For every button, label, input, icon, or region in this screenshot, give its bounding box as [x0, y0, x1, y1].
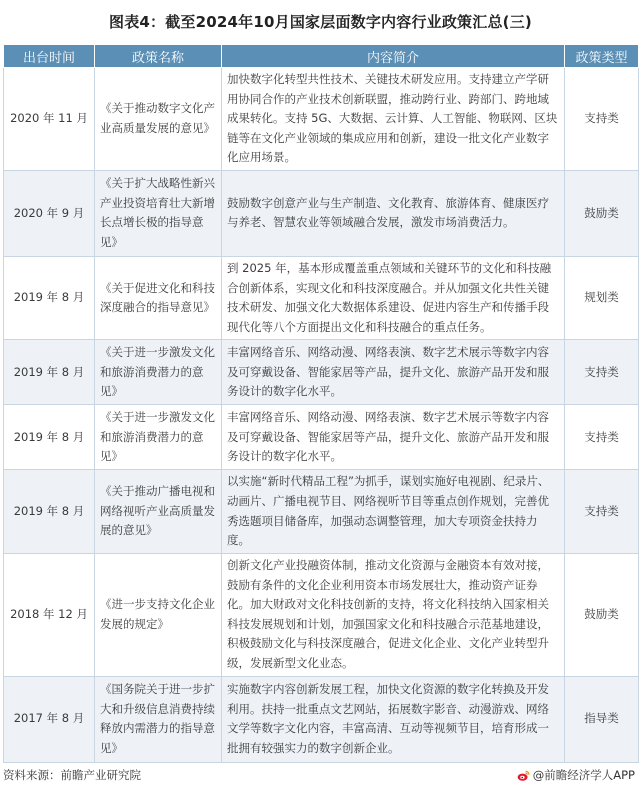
cell-intro: 创新文化产业投融资体制，推动文化资源与金融资本有效对接，鼓励有条件的文化企业利用资本市场发展壮大，推动资产证券化。加大财政对文化科技创新的支持，将文化科技纳入国家相关科技发展规划和计划，加强国家文化和科技融合示范基地建设，积极鼓励文化与科技深度融合，促进文化企业、文化产业转型升级，发展新型文化业态。 [222, 553, 565, 676]
cell-time: 2020 年 9 月 [4, 170, 95, 256]
brand-label: @前瞻经济学人APP [532, 768, 635, 782]
cell-time: 2019 年 8 月 [4, 405, 95, 470]
brand-mark [517, 767, 635, 783]
cell-time: 2017 年 8 月 [4, 676, 95, 762]
cell-name: 《关于促进文化和科技深度融合的指导意见》 [95, 256, 222, 339]
table-row [4, 170, 639, 256]
cell-name: 《关于扩大战略性新兴产业投资培育壮大新增长点增长极的指导意见》 [95, 170, 222, 256]
column-header-intro: 内容简介 [222, 45, 565, 68]
cell-name: 《关于推动广播电视和网络视听产业高质量发展的意见》 [95, 470, 222, 553]
table-row [4, 553, 639, 676]
cell-type: 指导类 [565, 676, 639, 762]
table-row [4, 405, 639, 470]
cell-type: 鼓励类 [565, 553, 639, 676]
cell-intro: 鼓励数字创意产业与生产制造、文化教育、旅游体育、健康医疗与养老、智慧农业等领域融合发展，激发市场消费活力。 [222, 170, 565, 256]
source-note: 资料来源：前瞻产业研究院 [3, 768, 141, 782]
cell-intro: 加快数字化转型共性技术、关键技术研发应用。支持建立产学研用协同合作的产业技术创新联盟，推动跨行业、跨部门、跨地域成果转化。支持 5G、大数据、云计算、人工智能、物联网、区块链等在文化产业领域的集成应用和创新，建设一批文化产业数字化应用场景。 [222, 68, 565, 171]
column-header-time: 出台时间 [4, 45, 95, 68]
cell-intro: 丰富网络音乐、网络动漫、网络表演、数字艺术展示等数字内容及可穿戴设备、智能家居等产品，提升文化、旅游产品开发和服务设计的数字化水平。 [222, 405, 565, 470]
cell-type: 支持类 [565, 340, 639, 405]
cell-time: 2019 年 8 月 [4, 470, 95, 553]
table-row [4, 340, 639, 405]
table-header-row [4, 45, 639, 68]
table-row [4, 470, 639, 553]
cell-type: 规划类 [565, 256, 639, 339]
table-row [4, 68, 639, 171]
cell-intro: 丰富网络音乐、网络动漫、网络表演、数字艺术展示等数字内容及可穿戴设备、智能家居等产品，提升文化、旅游产品开发和服务设计的数字化水平。 [222, 340, 565, 405]
cell-name: 《关于进一步激发文化和旅游消费潜力的意见》 [95, 340, 222, 405]
column-header-type: 政策类型 [565, 45, 639, 68]
cell-time: 2019 年 8 月 [4, 256, 95, 339]
cell-name: 《关于进一步激发文化和旅游消费潜力的意见》 [95, 405, 222, 470]
cell-type: 鼓励类 [565, 170, 639, 256]
cell-type: 支持类 [565, 68, 639, 171]
table-row [4, 256, 639, 339]
weibo-icon [517, 769, 530, 782]
cell-name: 《国务院关于进一步扩大和升级信息消费持续释放内需潜力的指导意见》 [95, 676, 222, 762]
cell-intro: 到 2025 年，基本形成覆盖重点领域和关键环节的文化和科技融合创新体系，实现文化和科技深度融合。并从加强文化共性关键技术研发、加强文化大数据体系建设、促进内容生产和传播手段现代化等八个方面提出文化和科技融合的重点任务。 [222, 256, 565, 339]
table-row [4, 676, 639, 762]
page-title: 图表4：截至2024年10月国家层面数字内容行业政策汇总(三) [109, 12, 532, 31]
column-header-name: 政策名称 [95, 45, 222, 68]
cell-name: 《进一步支持文化企业发展的规定》 [95, 553, 222, 676]
footer [0, 764, 641, 786]
cell-type: 支持类 [565, 405, 639, 470]
cell-intro: 实施数字内容创新发展工程，加快文化资源的数字化转换及开发利用。扶持一批重点文艺网站，拓展数字影音、动漫游戏、网络文学等数字文化内容，丰富高清、互动等视频节目，培育形成一批拥有较强实力的数字创新企业。 [222, 676, 565, 762]
cell-time: 2019 年 8 月 [4, 340, 95, 405]
cell-name: 《关于推动数字文化产业高质量发展的意见》 [95, 68, 222, 171]
cell-intro: 以实施“新时代精品工程”为抓手，谋划实施好电视剧、纪录片、动画片、广播电视节目、网络视听节目等重点创作规划，完善优秀选题项目储备库，加强动态调整管理，加大专项资金扶持力度。 [222, 470, 565, 553]
cell-time: 2018 年 12 月 [4, 553, 95, 676]
policy-table [3, 44, 639, 763]
cell-type: 支持类 [565, 470, 639, 553]
cell-time: 2020 年 11 月 [4, 68, 95, 171]
